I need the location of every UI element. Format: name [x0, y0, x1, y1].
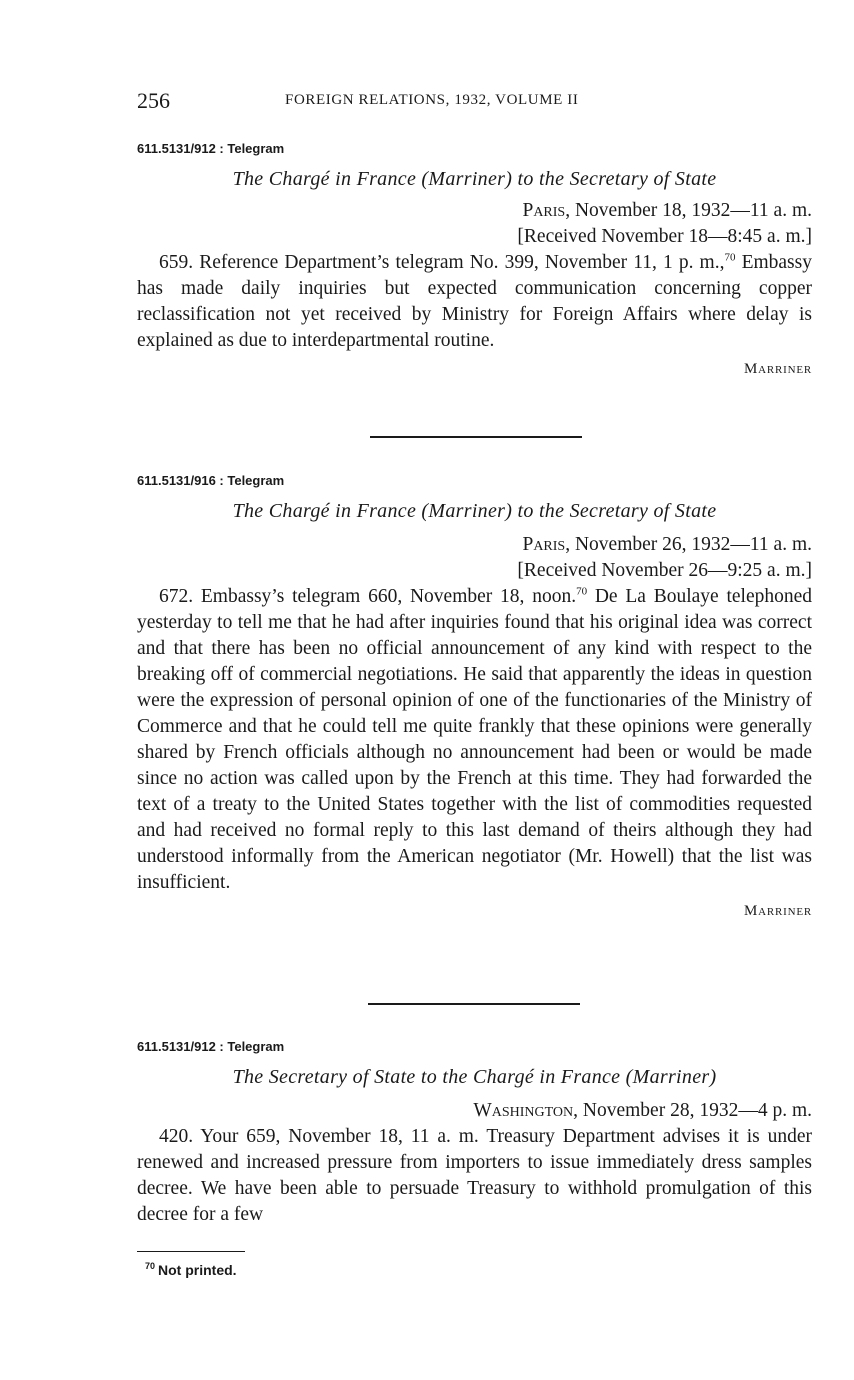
received-note: [Received November 26—9:25 a. m.]	[517, 560, 812, 581]
signature: Marriner	[743, 903, 812, 919]
body-text-end: Embassy has made daily inquiries but expected communication concerning copper reclassification not yet received by Ministry for Foreign Affairs where delay is explained as due to interdepartmental routine.	[137, 252, 812, 351]
footnote	[145, 1261, 237, 1279]
body-text-end: De La Boulaye telephoned yesterday to tell me that he had after inquiries found that his original idea was correct and that there has been no official announcement of any kind with respect to the breaking off of commercial negotiations. He said that apparently the ideas in question were the expression of personal opinion of one of the functionaries of the Ministry of Commerce and that he could tell me quite frankly that these opinions were generally shared by French officials although no announcement had been or would be made since no action was called upon by the French at this time. They had forwarded the text of a treaty to the United States together with the list of commodities requested and had received no formal reply to this last demand of theirs although they had understood informally from the American negotiator (Mr. Howell) that the list was insufficient.	[137, 586, 813, 893]
footnote-text: Not printed.	[158, 1262, 237, 1278]
page-header	[137, 88, 812, 118]
telegram-672	[137, 472, 812, 924]
received-note: [Received November 18—8:45 a. m.]	[517, 226, 812, 247]
telegram-420	[137, 1038, 812, 1228]
file-reference: 611.5131/912 : Telegram	[137, 1039, 285, 1054]
dateline-place: Paris	[522, 200, 566, 221]
telegram-body	[137, 250, 812, 354]
telegram-body	[137, 584, 812, 896]
signature: Marriner	[743, 361, 812, 377]
dateline	[137, 1098, 812, 1124]
dateline-place: Washington	[473, 1100, 574, 1121]
footnote-reference: 70	[576, 585, 588, 598]
telegram-body: 420. Your 659, November 18, 11 a. m. Treasury Department advises it is under renewed and increased pressure from importers to issue immediately dress samples decree. We have been able to persuade Treasury to withhold promulgation of this decree for a few	[137, 1126, 812, 1225]
document-title: The Secretary of State to the Chargé in France (Marriner)	[232, 1066, 717, 1088]
document-title: The Chargé in France (Marriner) to the Secretary of State	[232, 500, 717, 522]
dateline-date: , November 18, 1932—11 a. m.	[565, 200, 812, 221]
body-text-start: 672. Embassy’s telegram 660, November 18, noon.	[159, 586, 577, 607]
dateline-date: , November 26, 1932—11 a. m.	[565, 534, 812, 555]
section-divider	[368, 1003, 580, 1005]
footnote-mark: 70	[145, 1261, 156, 1272]
dateline	[137, 532, 812, 558]
footnote-rule	[137, 1251, 245, 1252]
file-reference: 611.5131/916 : Telegram	[137, 473, 285, 488]
section-divider	[370, 436, 582, 438]
document-title: The Chargé in France (Marriner) to the Secretary of State	[232, 168, 717, 190]
file-reference: 611.5131/912 : Telegram	[137, 141, 285, 156]
dateline	[137, 198, 812, 224]
dateline-place: Paris	[522, 534, 566, 555]
telegram-659	[137, 140, 812, 382]
body-text-start: 659. Reference Department’s telegram No. 399, November 11, 1 p. m.,	[159, 252, 725, 273]
footnote-reference: 70	[724, 251, 736, 264]
dateline-date: , November 28, 1932—4 p. m.	[573, 1100, 812, 1121]
page-number: 256	[137, 88, 170, 113]
running-title: FOREIGN RELATIONS, 1932, VOLUME II	[285, 92, 579, 108]
